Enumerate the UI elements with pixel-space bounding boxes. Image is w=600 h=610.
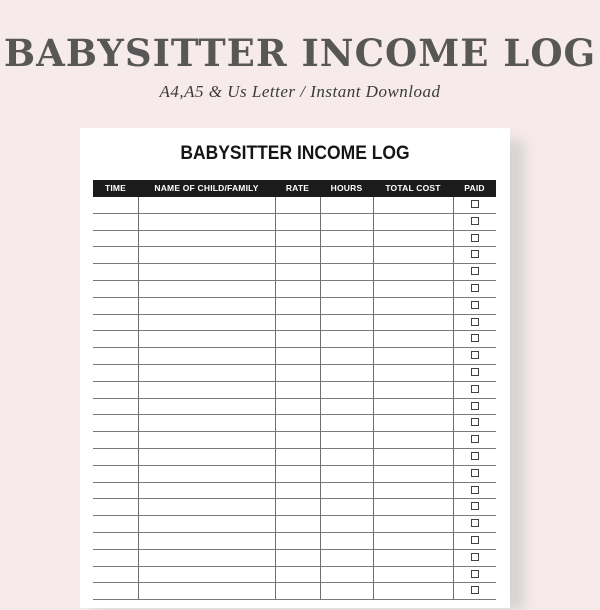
rate-cell[interactable] [275,348,320,364]
paid-checkbox[interactable] [471,318,479,326]
time-cell[interactable] [93,583,138,599]
table-row [93,583,496,600]
time-cell[interactable] [93,231,138,247]
total-cost-cell[interactable] [373,567,453,583]
time-cell[interactable] [93,399,138,415]
name-cell[interactable] [138,315,275,331]
rate-cell[interactable] [275,449,320,465]
hours-cell[interactable] [320,348,373,364]
name-cell[interactable] [138,365,275,381]
hours-cell[interactable] [320,231,373,247]
hours-cell[interactable] [320,516,373,532]
total-cost-cell[interactable] [373,533,453,549]
table-row [93,247,496,264]
hours-cell[interactable] [320,365,373,381]
time-cell[interactable] [93,348,138,364]
name-cell[interactable] [138,415,275,431]
rate-cell[interactable] [275,214,320,230]
hours-cell[interactable] [320,214,373,230]
name-cell[interactable] [138,281,275,297]
paid-checkbox[interactable] [471,570,479,578]
rate-cell[interactable] [275,432,320,448]
total-cost-cell[interactable] [373,516,453,532]
rate-cell[interactable] [275,281,320,297]
total-cost-cell[interactable] [373,281,453,297]
time-cell[interactable] [93,365,138,381]
table-row [93,499,496,516]
rate-cell[interactable] [275,365,320,381]
total-cost-cell[interactable] [373,315,453,331]
name-cell[interactable] [138,499,275,515]
name-cell[interactable] [138,516,275,532]
name-cell[interactable] [138,483,275,499]
paid-checkbox[interactable] [471,334,479,342]
table-row [93,331,496,348]
hours-cell[interactable] [320,382,373,398]
table-row [93,415,496,432]
rate-cell[interactable] [275,399,320,415]
rate-cell[interactable] [275,231,320,247]
rate-cell[interactable] [275,331,320,347]
table-row [93,466,496,483]
name-cell[interactable] [138,583,275,599]
rate-cell[interactable] [275,197,320,213]
name-cell[interactable] [138,533,275,549]
table-row [93,348,496,365]
table-row [93,214,496,231]
total-cost-cell[interactable] [373,331,453,347]
table-row [93,281,496,298]
rate-cell[interactable] [275,516,320,532]
table-row [93,315,496,332]
paid-checkbox[interactable] [471,351,479,359]
time-cell[interactable] [93,197,138,213]
time-cell[interactable] [93,432,138,448]
time-cell[interactable] [93,466,138,482]
time-cell[interactable] [93,415,138,431]
name-cell[interactable] [138,264,275,280]
column-header-time: TIME [104,183,127,193]
table-row [93,382,496,399]
hours-cell[interactable] [320,415,373,431]
name-cell[interactable] [138,399,275,415]
time-cell[interactable] [93,331,138,347]
total-cost-cell[interactable] [373,415,453,431]
table-row [93,231,496,248]
paid-checkbox[interactable] [471,301,479,309]
hours-cell[interactable] [320,399,373,415]
paid-checkbox[interactable] [471,553,479,561]
rate-cell[interactable] [275,415,320,431]
column-header-total-cost: TOTAL COST [385,183,441,193]
name-cell[interactable] [138,298,275,314]
table-row [93,264,496,281]
total-cost-cell[interactable] [373,466,453,482]
paid-checkbox[interactable] [471,267,479,275]
table-row [93,483,496,500]
paid-checkbox[interactable] [471,519,479,527]
table-row [93,516,496,533]
column-divider [373,197,374,600]
name-cell[interactable] [138,231,275,247]
hours-cell[interactable] [320,247,373,263]
paid-checkbox[interactable] [471,368,479,376]
total-cost-cell[interactable] [373,264,453,280]
sheet-title: BABYSITTER INCOME LOG [180,143,410,164]
printable-sheet [80,128,510,608]
total-cost-cell[interactable] [373,365,453,381]
total-cost-cell[interactable] [373,214,453,230]
paid-checkbox[interactable] [471,250,479,258]
hours-cell[interactable] [320,483,373,499]
total-cost-cell[interactable] [373,348,453,364]
paid-checkbox[interactable] [471,536,479,544]
total-cost-cell[interactable] [373,247,453,263]
hours-cell[interactable] [320,550,373,566]
hours-cell[interactable] [320,331,373,347]
hours-cell[interactable] [320,264,373,280]
paid-checkbox[interactable] [471,418,479,426]
total-cost-cell[interactable] [373,382,453,398]
hours-cell[interactable] [320,583,373,599]
time-cell[interactable] [93,449,138,465]
total-cost-cell[interactable] [373,499,453,515]
banner-subtitle: A4,A5 & Us Letter / Instant Download [159,82,441,101]
total-cost-cell[interactable] [373,231,453,247]
table-row [93,197,496,214]
total-cost-cell[interactable] [373,197,453,213]
rate-cell[interactable] [275,466,320,482]
name-cell[interactable] [138,247,275,263]
total-cost-cell[interactable] [373,449,453,465]
column-header-rate: RATE [285,183,310,193]
name-cell[interactable] [138,197,275,213]
column-divider [138,197,139,600]
paid-checkbox[interactable] [471,469,479,477]
paid-checkbox[interactable] [471,217,479,225]
time-cell[interactable] [93,533,138,549]
column-header-paid: PAID [464,183,485,193]
hours-cell[interactable] [320,432,373,448]
rate-cell[interactable] [275,298,320,314]
table-row [93,533,496,550]
hours-cell[interactable] [320,499,373,515]
rate-cell[interactable] [275,583,320,599]
paid-checkbox[interactable] [471,200,479,208]
paid-checkbox[interactable] [471,452,479,460]
table-row [93,550,496,567]
time-cell[interactable] [93,550,138,566]
time-cell[interactable] [93,298,138,314]
hours-cell[interactable] [320,533,373,549]
rate-cell[interactable] [275,247,320,263]
time-cell[interactable] [93,483,138,499]
hours-cell[interactable] [320,197,373,213]
table-row [93,298,496,315]
income-log-table [93,180,496,600]
banner-title: BABYSITTER INCOME LOG [3,31,597,75]
name-cell[interactable] [138,550,275,566]
paid-checkbox[interactable] [471,435,479,443]
name-cell[interactable] [138,449,275,465]
time-cell[interactable] [93,567,138,583]
name-cell[interactable] [138,348,275,364]
time-cell[interactable] [93,281,138,297]
time-cell[interactable] [93,516,138,532]
hours-cell[interactable] [320,315,373,331]
column-divider [320,197,321,600]
paid-checkbox[interactable] [471,486,479,494]
total-cost-cell[interactable] [373,583,453,599]
time-cell[interactable] [93,499,138,515]
hours-cell[interactable] [320,567,373,583]
rate-cell[interactable] [275,483,320,499]
paid-checkbox[interactable] [471,385,479,393]
rate-cell[interactable] [275,382,320,398]
paid-checkbox[interactable] [471,502,479,510]
rate-cell[interactable] [275,264,320,280]
table-body [93,197,496,600]
rate-cell[interactable] [275,550,320,566]
rate-cell[interactable] [275,499,320,515]
table-row [93,365,496,382]
table-header [93,180,496,197]
name-cell[interactable] [138,466,275,482]
hours-cell[interactable] [320,466,373,482]
table-row [93,399,496,416]
column-divider [275,197,276,600]
name-cell[interactable] [138,331,275,347]
time-cell[interactable] [93,264,138,280]
hours-cell[interactable] [320,449,373,465]
paid-checkbox[interactable] [471,586,479,594]
column-header-name: NAME OF CHILD/FAMILY [154,183,259,193]
rate-cell[interactable] [275,315,320,331]
name-cell[interactable] [138,214,275,230]
table-row [93,567,496,584]
total-cost-cell[interactable] [373,483,453,499]
name-cell[interactable] [138,432,275,448]
table-row [93,449,496,466]
hours-cell[interactable] [320,298,373,314]
time-cell[interactable] [93,214,138,230]
column-divider [453,197,454,600]
name-cell[interactable] [138,382,275,398]
paid-checkbox[interactable] [471,234,479,242]
column-header-hours: HOURS [330,183,363,193]
rate-cell[interactable] [275,533,320,549]
paid-checkbox[interactable] [471,284,479,292]
paid-checkbox[interactable] [471,402,479,410]
total-cost-cell[interactable] [373,399,453,415]
total-cost-cell[interactable] [373,298,453,314]
time-cell[interactable] [93,382,138,398]
table-row [93,432,496,449]
total-cost-cell[interactable] [373,550,453,566]
name-cell[interactable] [138,567,275,583]
total-cost-cell[interactable] [373,432,453,448]
time-cell[interactable] [93,247,138,263]
time-cell[interactable] [93,315,138,331]
rate-cell[interactable] [275,567,320,583]
hours-cell[interactable] [320,281,373,297]
